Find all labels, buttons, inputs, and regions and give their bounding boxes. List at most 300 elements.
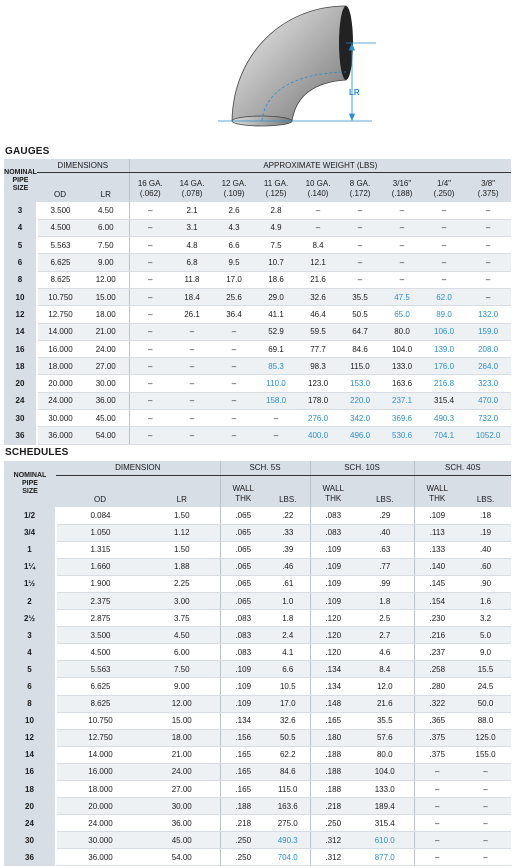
weight-cell: 35.5 — [339, 288, 381, 305]
schedule-row — [4, 627, 511, 644]
weight-cell: 342.0 — [339, 410, 381, 427]
weight-cell: 25.6 — [213, 288, 255, 305]
gauge-thickness: (.188) — [391, 189, 413, 198]
weight-cell: – — [129, 271, 171, 288]
weight-cell: 163.6 — [381, 375, 423, 392]
gauge-column-header — [129, 172, 171, 202]
weight-cell: 400.0 — [297, 427, 339, 444]
dimensions-header: DIMENSIONS — [37, 159, 129, 172]
od-cell: 12.750 — [37, 306, 83, 323]
wall-thickness-cell: .120 — [310, 610, 356, 627]
lr-cell: 1.50 — [144, 541, 220, 558]
wall-thickness-cell: .133 — [414, 541, 460, 558]
od-cell: 20.000 — [37, 375, 83, 392]
pipe-size-cell: 1¼ — [4, 558, 56, 575]
schedule-row — [4, 541, 511, 558]
weight-cell: 139.0 — [423, 340, 465, 357]
lr-cell: 54.00 — [144, 849, 220, 866]
weight-cell: – — [129, 375, 171, 392]
weight-cell: 470.0 — [465, 392, 511, 409]
lr-cell: 1.50 — [144, 507, 220, 524]
weight-cell: – — [129, 340, 171, 357]
weight-cell: 530.6 — [381, 427, 423, 444]
lbs-header: LBS. — [460, 475, 511, 507]
weight-cell: 52.9 — [255, 323, 297, 340]
pipe-size-cell: 12 — [4, 729, 56, 746]
lr-cell: 9.00 — [83, 254, 129, 271]
lr-cell: 36.00 — [83, 392, 129, 409]
pipe-size-cell: 2 — [4, 592, 56, 609]
lr-header: LR — [144, 475, 220, 507]
gauge-column-header — [465, 172, 511, 202]
wall-thickness-cell: .065 — [220, 541, 266, 558]
wall-thickness-cell: – — [414, 832, 460, 849]
weight-cell: 47.5 — [381, 288, 423, 305]
weight-lbs-cell: .22 — [266, 507, 310, 524]
weight-lbs-cell: .39 — [266, 541, 310, 558]
weight-lbs-cell: 104.0 — [356, 763, 414, 780]
gauge-row — [4, 323, 511, 340]
pipe-size-cell: 8 — [4, 695, 56, 712]
pipe-size-cell: 4 — [4, 644, 56, 661]
weight-cell: – — [297, 219, 339, 236]
gauge-row — [4, 392, 511, 409]
weight-lbs-cell: .90 — [460, 575, 511, 592]
weight-cell: 11.8 — [171, 271, 213, 288]
weight-cell: 69.1 — [255, 340, 297, 357]
gauge-thickness: (.172) — [349, 189, 371, 198]
weight-lbs-cell: .46 — [266, 558, 310, 575]
pipe-label: PIPE — [12, 176, 29, 184]
weight-lbs-cell: 2.5 — [356, 610, 414, 627]
weight-lbs-cell: 5.0 — [460, 627, 511, 644]
gauge-row — [4, 202, 511, 219]
od-cell: 18.000 — [37, 358, 83, 375]
gauge-row — [4, 306, 511, 323]
wall-thickness-cell: .109 — [220, 678, 266, 695]
od-cell: 16.000 — [37, 340, 83, 357]
schedule-row — [4, 815, 511, 832]
weight-cell: – — [423, 254, 465, 271]
weight-cell: – — [129, 392, 171, 409]
lr-cell: 36.00 — [144, 815, 220, 832]
lr-cell: 24.00 — [144, 763, 220, 780]
wall-thickness-cell: .065 — [220, 524, 266, 541]
wall-thickness-cell: .109 — [310, 541, 356, 558]
lr-cell: 30.00 — [144, 798, 220, 815]
lr-cell: 3.75 — [144, 610, 220, 627]
wall-label: WALL — [232, 484, 254, 493]
weight-lbs-cell: .19 — [460, 524, 511, 541]
weight-cell: – — [171, 427, 213, 444]
lr-cell: 3.00 — [144, 592, 220, 609]
od-cell: 18.000 — [56, 781, 144, 798]
pipe-size-cell: 18 — [4, 358, 37, 375]
weight-cell: 64.7 — [339, 323, 381, 340]
weight-lbs-cell: 1.6 — [460, 592, 511, 609]
weight-lbs-cell: 50.0 — [460, 695, 511, 712]
pipe-size-cell: 10 — [4, 712, 56, 729]
weight-lbs-cell: .33 — [266, 524, 310, 541]
weight-cell: 496.0 — [339, 427, 381, 444]
gauge-column-header — [213, 172, 255, 202]
wall-thickness-header — [220, 475, 266, 507]
schedule-row — [4, 524, 511, 541]
weight-cell: – — [339, 219, 381, 236]
weight-cell: – — [339, 237, 381, 254]
schedule-row — [4, 781, 511, 798]
od-cell: 3.500 — [56, 627, 144, 644]
lr-cell: 21.00 — [83, 323, 129, 340]
wall-thickness-cell: – — [414, 815, 460, 832]
weight-cell: – — [171, 340, 213, 357]
wall-thickness-cell: .250 — [220, 849, 266, 866]
od-cell: 14.000 — [56, 746, 144, 763]
gauge-column-header — [171, 172, 213, 202]
weight-cell: 85.3 — [255, 358, 297, 375]
nominal-pipe-size-header — [4, 461, 56, 507]
weight-cell: 29.0 — [255, 288, 297, 305]
pipe-size-cell: 12 — [4, 306, 37, 323]
wall-thickness-cell: .083 — [310, 507, 356, 524]
gauge-row — [4, 219, 511, 236]
gauge-label: 12 GA. — [221, 179, 247, 188]
pipe-size-cell: 3 — [4, 202, 37, 219]
gauge-label: 10 GA. — [305, 179, 331, 188]
od-cell: 14.000 — [37, 323, 83, 340]
wall-thickness-cell: .109 — [414, 507, 460, 524]
weight-cell: – — [129, 288, 171, 305]
thk-label: THK — [235, 494, 252, 503]
lr-cell: 24.00 — [83, 340, 129, 357]
pipe-size-cell: 5 — [4, 661, 56, 678]
lr-cell: 12.00 — [144, 695, 220, 712]
od-cell: 10.750 — [56, 712, 144, 729]
weight-lbs-cell: .99 — [356, 575, 414, 592]
lr-cell: 45.00 — [144, 832, 220, 849]
weight-cell: 123.0 — [297, 375, 339, 392]
weight-lbs-cell: 8.4 — [356, 661, 414, 678]
weight-lbs-cell: 1.0 — [266, 592, 310, 609]
lr-cell: 6.00 — [83, 219, 129, 236]
gauge-row — [4, 271, 511, 288]
weight-lbs-cell: .60 — [460, 558, 511, 575]
weight-cell: – — [171, 375, 213, 392]
weight-cell: 176.0 — [423, 358, 465, 375]
weight-lbs-cell: 21.6 — [356, 695, 414, 712]
lr-dimension-label: LR — [349, 88, 360, 97]
dimension-header: DIMENSION — [56, 461, 220, 475]
weight-cell: 104.0 — [381, 340, 423, 357]
lr-cell: 1.12 — [144, 524, 220, 541]
wall-thickness-cell: .134 — [220, 712, 266, 729]
wall-thickness-cell: .250 — [310, 815, 356, 832]
weight-cell: 26.1 — [171, 306, 213, 323]
weight-cell: 216.8 — [423, 375, 465, 392]
schedule-row — [4, 644, 511, 661]
weight-cell: 110.0 — [255, 375, 297, 392]
weight-cell: – — [171, 358, 213, 375]
od-cell: 1.900 — [56, 575, 144, 592]
weight-cell: 220.0 — [339, 392, 381, 409]
weight-cell: 115.0 — [339, 358, 381, 375]
od-cell: 2.375 — [56, 592, 144, 609]
weight-cell: – — [465, 202, 511, 219]
lr-cell: 15.00 — [144, 712, 220, 729]
wall-thickness-cell: .065 — [220, 575, 266, 592]
weight-cell: – — [129, 237, 171, 254]
wall-thickness-cell: .140 — [414, 558, 460, 575]
schedule-row — [4, 798, 511, 815]
lr-cell: 54.00 — [83, 427, 129, 444]
pipe-size-cell: 4 — [4, 219, 37, 236]
pipe-size-cell: 14 — [4, 323, 37, 340]
weight-lbs-cell: 35.5 — [356, 712, 414, 729]
wall-thickness-cell: .109 — [220, 695, 266, 712]
weight-lbs-cell: – — [460, 815, 511, 832]
gauge-thickness: (.140) — [307, 189, 329, 198]
od-cell: 1.315 — [56, 541, 144, 558]
weight-lbs-cell: 50.5 — [266, 729, 310, 746]
pipe-size-cell: 36 — [4, 849, 56, 866]
weight-lbs-cell: 133.0 — [356, 781, 414, 798]
weight-cell: 18.4 — [171, 288, 213, 305]
schedule-row — [4, 832, 511, 849]
weight-cell: 2.6 — [213, 202, 255, 219]
weight-cell: 490.3 — [423, 410, 465, 427]
gauge-label: 1/4" — [437, 179, 451, 188]
wall-thickness-cell: .165 — [220, 781, 266, 798]
weight-lbs-cell: 84.6 — [266, 763, 310, 780]
pipe-size-cell: 8 — [4, 271, 37, 288]
thk-label: THK — [325, 494, 342, 503]
gauge-row — [4, 410, 511, 427]
weight-lbs-cell: 15.5 — [460, 661, 511, 678]
wall-thickness-cell: .188 — [310, 746, 356, 763]
gauge-label: 3/8" — [481, 179, 496, 188]
lr-cell: 27.00 — [144, 781, 220, 798]
weight-cell: – — [465, 288, 511, 305]
weight-lbs-cell: 57.6 — [356, 729, 414, 746]
wall-thickness-cell: – — [414, 781, 460, 798]
gauge-row — [4, 288, 511, 305]
wall-thickness-header — [414, 475, 460, 507]
weight-cell: – — [381, 237, 423, 254]
schedule-row — [4, 746, 511, 763]
weight-lbs-cell: 62.2 — [266, 746, 310, 763]
weight-cell: – — [423, 271, 465, 288]
gauge-row — [4, 254, 511, 271]
wall-thickness-cell: .120 — [310, 644, 356, 661]
od-cell: 36.000 — [56, 849, 144, 866]
wall-label: WALL — [426, 484, 449, 493]
weight-cell: – — [465, 237, 511, 254]
od-header: OD — [56, 475, 144, 507]
od-cell: 1.050 — [56, 524, 144, 541]
weight-lbs-cell: .63 — [356, 541, 414, 558]
wall-thickness-cell: .109 — [220, 661, 266, 678]
weight-cell: – — [129, 410, 171, 427]
wall-thickness-cell: .280 — [414, 678, 460, 695]
weight-lbs-cell: 163.6 — [266, 798, 310, 815]
od-cell: 4.500 — [56, 644, 144, 661]
weight-lbs-cell: 877.0 — [356, 849, 414, 866]
wall-thickness-cell: .258 — [414, 661, 460, 678]
weight-cell: 4.9 — [255, 219, 297, 236]
weight-cell: 732.0 — [465, 410, 511, 427]
weight-cell: 62.0 — [423, 288, 465, 305]
weight-cell: 369.6 — [381, 410, 423, 427]
od-cell: 6.625 — [56, 678, 144, 695]
gauge-label: 16 GA. — [137, 179, 163, 188]
lr-cell: 7.50 — [144, 661, 220, 678]
weight-cell: – — [339, 254, 381, 271]
od-cell: 1.660 — [56, 558, 144, 575]
od-cell: 30.000 — [37, 410, 83, 427]
wall-thickness-cell: .237 — [414, 644, 460, 661]
weight-cell: – — [339, 202, 381, 219]
wall-thickness-cell: .188 — [310, 781, 356, 798]
weight-cell: 2.1 — [171, 202, 213, 219]
weight-lbs-cell: 315.4 — [356, 815, 414, 832]
gauge-column-header — [381, 172, 423, 202]
weight-lbs-cell: 155.0 — [460, 746, 511, 763]
weight-lbs-cell: 125.0 — [460, 729, 511, 746]
wall-thickness-cell: .083 — [220, 644, 266, 661]
wall-thickness-cell: .218 — [220, 815, 266, 832]
weight-cell: – — [465, 219, 511, 236]
gauge-column-header — [423, 172, 465, 202]
schedule-row — [4, 849, 511, 866]
lr-cell: 21.00 — [144, 746, 220, 763]
pipe-size-cell: 24 — [4, 392, 37, 409]
wall-thickness-header — [310, 475, 356, 507]
weight-cell: – — [129, 219, 171, 236]
weight-lbs-cell: .40 — [356, 524, 414, 541]
weight-lbs-cell: 275.0 — [266, 815, 310, 832]
od-cell: 8.625 — [56, 695, 144, 712]
weight-cell: 77.7 — [297, 340, 339, 357]
od-cell: 16.000 — [56, 763, 144, 780]
gauge-row — [4, 358, 511, 375]
weight-lbs-cell: 189.4 — [356, 798, 414, 815]
schedule-row — [4, 558, 511, 575]
wall-thickness-cell: .312 — [310, 849, 356, 866]
od-header: OD — [37, 172, 83, 202]
weight-cell: 132.0 — [465, 306, 511, 323]
wall-thickness-cell: .250 — [220, 832, 266, 849]
od-cell: 5.563 — [56, 661, 144, 678]
od-cell: 20.000 — [56, 798, 144, 815]
wall-thickness-cell: .188 — [220, 798, 266, 815]
weight-cell: 17.0 — [213, 271, 255, 288]
gauges-table — [4, 159, 511, 445]
weight-cell: – — [171, 323, 213, 340]
weight-cell: 32.6 — [297, 288, 339, 305]
weight-lbs-cell: 490.3 — [266, 832, 310, 849]
gauges-section-title: GAUGES — [5, 146, 50, 157]
weight-cell: 65.0 — [381, 306, 423, 323]
pipe-size-cell: 6 — [4, 254, 37, 271]
lr-cell: 12.00 — [83, 271, 129, 288]
pipe-size-cell: 5 — [4, 237, 37, 254]
weight-lbs-cell: 6.6 — [266, 661, 310, 678]
weight-cell: 18.6 — [255, 271, 297, 288]
weight-cell: 153.0 — [339, 375, 381, 392]
weight-cell: – — [129, 323, 171, 340]
lr-cell: 7.50 — [83, 237, 129, 254]
weight-lbs-cell: 9.0 — [460, 644, 511, 661]
wall-thickness-cell: .134 — [310, 661, 356, 678]
wall-thickness-cell: .375 — [414, 746, 460, 763]
gauge-label: 3/16" — [392, 179, 412, 188]
schedule-row — [4, 695, 511, 712]
weight-cell: 98.3 — [297, 358, 339, 375]
wall-thickness-cell: .218 — [310, 798, 356, 815]
weight-lbs-cell: .40 — [460, 541, 511, 558]
pipe-size-cell: 36 — [4, 427, 37, 444]
weight-cell: 46.4 — [297, 306, 339, 323]
weight-cell: 9.5 — [213, 254, 255, 271]
gauge-thickness: (.109) — [223, 189, 245, 198]
pipe-size-cell: 16 — [4, 763, 56, 780]
weight-cell: – — [213, 323, 255, 340]
wall-thickness-cell: .065 — [220, 558, 266, 575]
weight-lbs-cell: 1.8 — [266, 610, 310, 627]
weight-lbs-cell: – — [460, 798, 511, 815]
weight-cell: – — [423, 237, 465, 254]
weight-cell: 7.5 — [255, 237, 297, 254]
weight-cell: – — [129, 358, 171, 375]
od-cell: 10.750 — [37, 288, 83, 305]
pipe-size-cell: 14 — [4, 746, 56, 763]
weight-lbs-cell: 115.0 — [266, 781, 310, 798]
lr-cell: 6.00 — [144, 644, 220, 661]
weight-cell: 36.4 — [213, 306, 255, 323]
approximate-weight-header: APPROXIMATE WEIGHT (LBS) — [129, 159, 511, 172]
weight-lbs-cell: 32.6 — [266, 712, 310, 729]
schedule-row — [4, 592, 511, 609]
lr-cell: 9.00 — [144, 678, 220, 695]
weight-cell: – — [381, 202, 423, 219]
weight-lbs-cell: 3.2 — [460, 610, 511, 627]
lr-cell: 27.00 — [83, 358, 129, 375]
od-cell: 3.500 — [37, 202, 83, 219]
weight-cell: 4.3 — [213, 219, 255, 236]
pipe-size-cell: 16 — [4, 340, 37, 357]
lbs-header: LBS. — [266, 475, 310, 507]
gauge-thickness: (.078) — [181, 189, 203, 198]
weight-cell: 315.4 — [423, 392, 465, 409]
weight-cell: – — [255, 410, 297, 427]
schedule-row — [4, 575, 511, 592]
weight-cell: 323.0 — [465, 375, 511, 392]
weight-lbs-cell: 4.1 — [266, 644, 310, 661]
weight-cell: – — [171, 392, 213, 409]
wall-thickness-cell: .083 — [220, 627, 266, 644]
weight-cell: – — [213, 375, 255, 392]
pipe-size-cell: 24 — [4, 815, 56, 832]
od-cell: 24.000 — [37, 392, 83, 409]
sch-10s-header: SCH. 10S — [310, 461, 414, 475]
weight-cell: 178.0 — [297, 392, 339, 409]
wall-thickness-cell: .165 — [220, 763, 266, 780]
weight-lbs-cell: .18 — [460, 507, 511, 524]
weight-lbs-cell: .77 — [356, 558, 414, 575]
size-label: SIZE — [12, 184, 29, 192]
weight-cell: – — [381, 254, 423, 271]
schedule-row — [4, 763, 511, 780]
